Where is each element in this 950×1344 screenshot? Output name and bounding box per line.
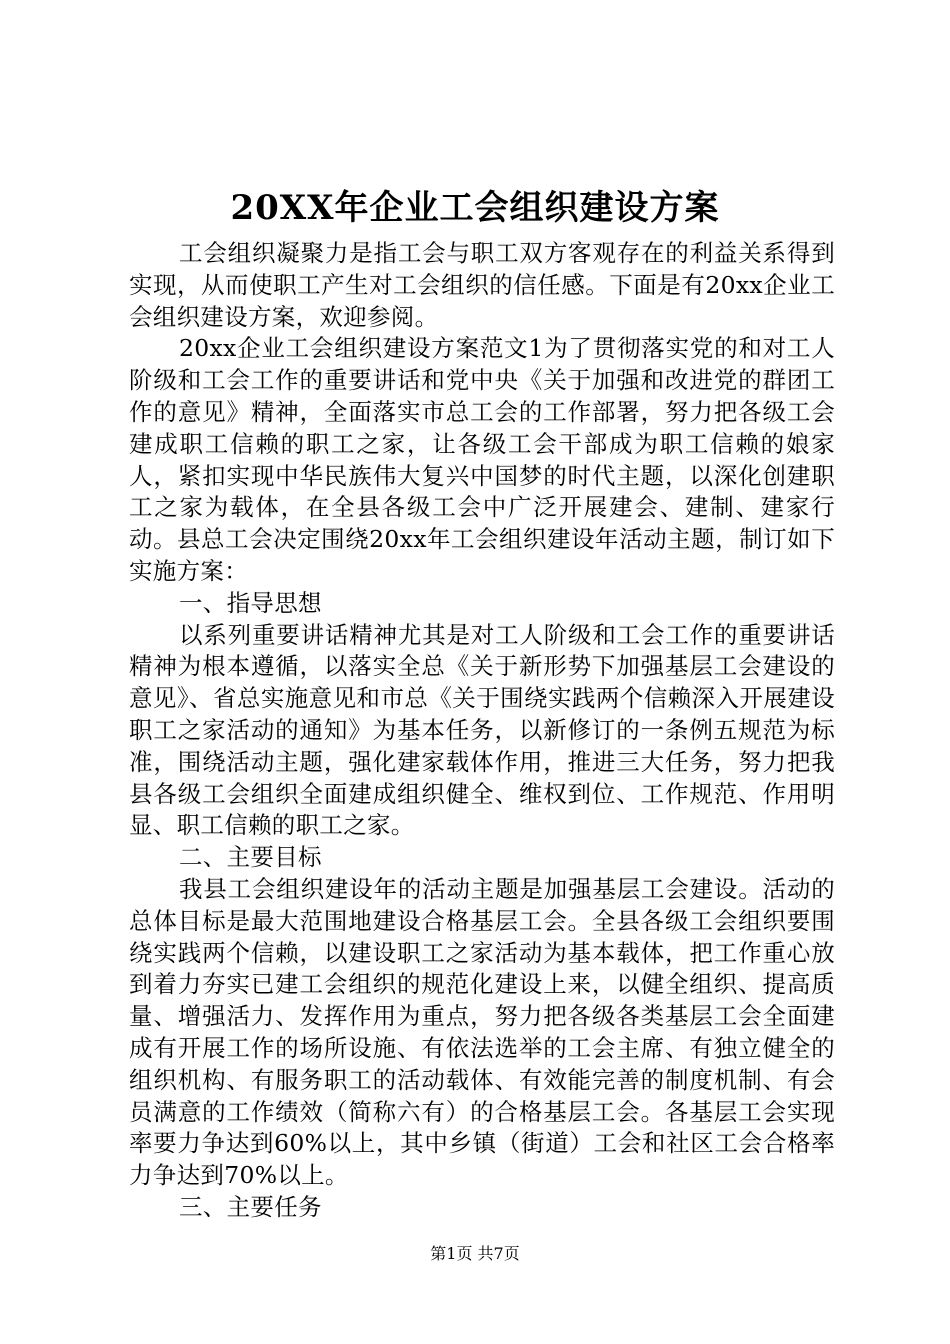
paragraph-plan-intro: 20xx企业工会组织建设方案范文1为了贯彻落实党的和对工人阶级和工会工作的重要讲话和党中央《关于加强和改进党的群团工作的意见》精神，全面落实市总工会的工作部署，努力把各级工会建成职工信赖的职工之家，让各级工会干部成为职工信赖的娘家人，紧扣实现中华民族伟大复兴中国梦的时代主题，以深化创建职工之家为载体，在全县各级工会中广泛开展建会、建制、建家行动。县总工会决定围绕20xx年工会组织建设年活动主题，制订如下实施方案： xyxy=(129,334,835,585)
section-heading-main-tasks: 三、主要任务 xyxy=(179,1192,322,1221)
section-heading-main-goals: 二、主要目标 xyxy=(179,843,322,872)
paragraph-main-goals: 我县工会组织建设年的活动主题是加强基层工会建设。活动的总体目标是最大范围地建设合格基层工会。全县各级工会组织要围绕实践两个信赖，以建设职工之家活动为基本载体，把工作重心放到着力夯实已建工会组织的规范化建设上来，以健全组织、提高质量、增强活力、发挥作用为重点，努力把各级各类基层工会全面建成有开展工作的场所设施、有依法选举的工会主席、有独立健全的组织机构、有服务职工的活动载体、有效能完善的制度机制、有会员满意的工作绩效（简称六有）的合格基层工会。各基层工会实现率要力争达到60%以上，其中乡镇（街道）工会和社区工会合格率力争达到70%以上。 xyxy=(129,874,835,1190)
document-body xyxy=(129,238,835,1224)
paragraph-intro: 工会组织凝聚力是指工会与职工双方客观存在的利益关系得到实现，从而使职工产生对工会组织的信任感。下面是有20xx企业工会组织建设方案，欢迎参阅。 xyxy=(129,239,835,331)
paragraph-guiding-thought: 以系列重要讲话精神尤其是对工人阶级和工会工作的重要讲话精神为根本遵循，以落实全总《关于新形势下加强基层工会建设的意见》、省总实施意见和市总《关于围绕实践两个信赖深入开展建设职工之家活动的通知》为基本任务，以新修订的一条例五规范为标准，围绕活动主题，强化建家载体作用，推进三大任务，努力把我县各级工会组织全面建成组织健全、维权到位、工作规范、作用明显、职工信赖的职工之家。 xyxy=(129,620,835,840)
page-number-footer: 第1页 共7页 xyxy=(430,1244,520,1263)
document-title: 20XX年企业工会组织建设方案 xyxy=(230,188,720,228)
section-heading-guiding-thought: 一、指导思想 xyxy=(179,588,322,617)
